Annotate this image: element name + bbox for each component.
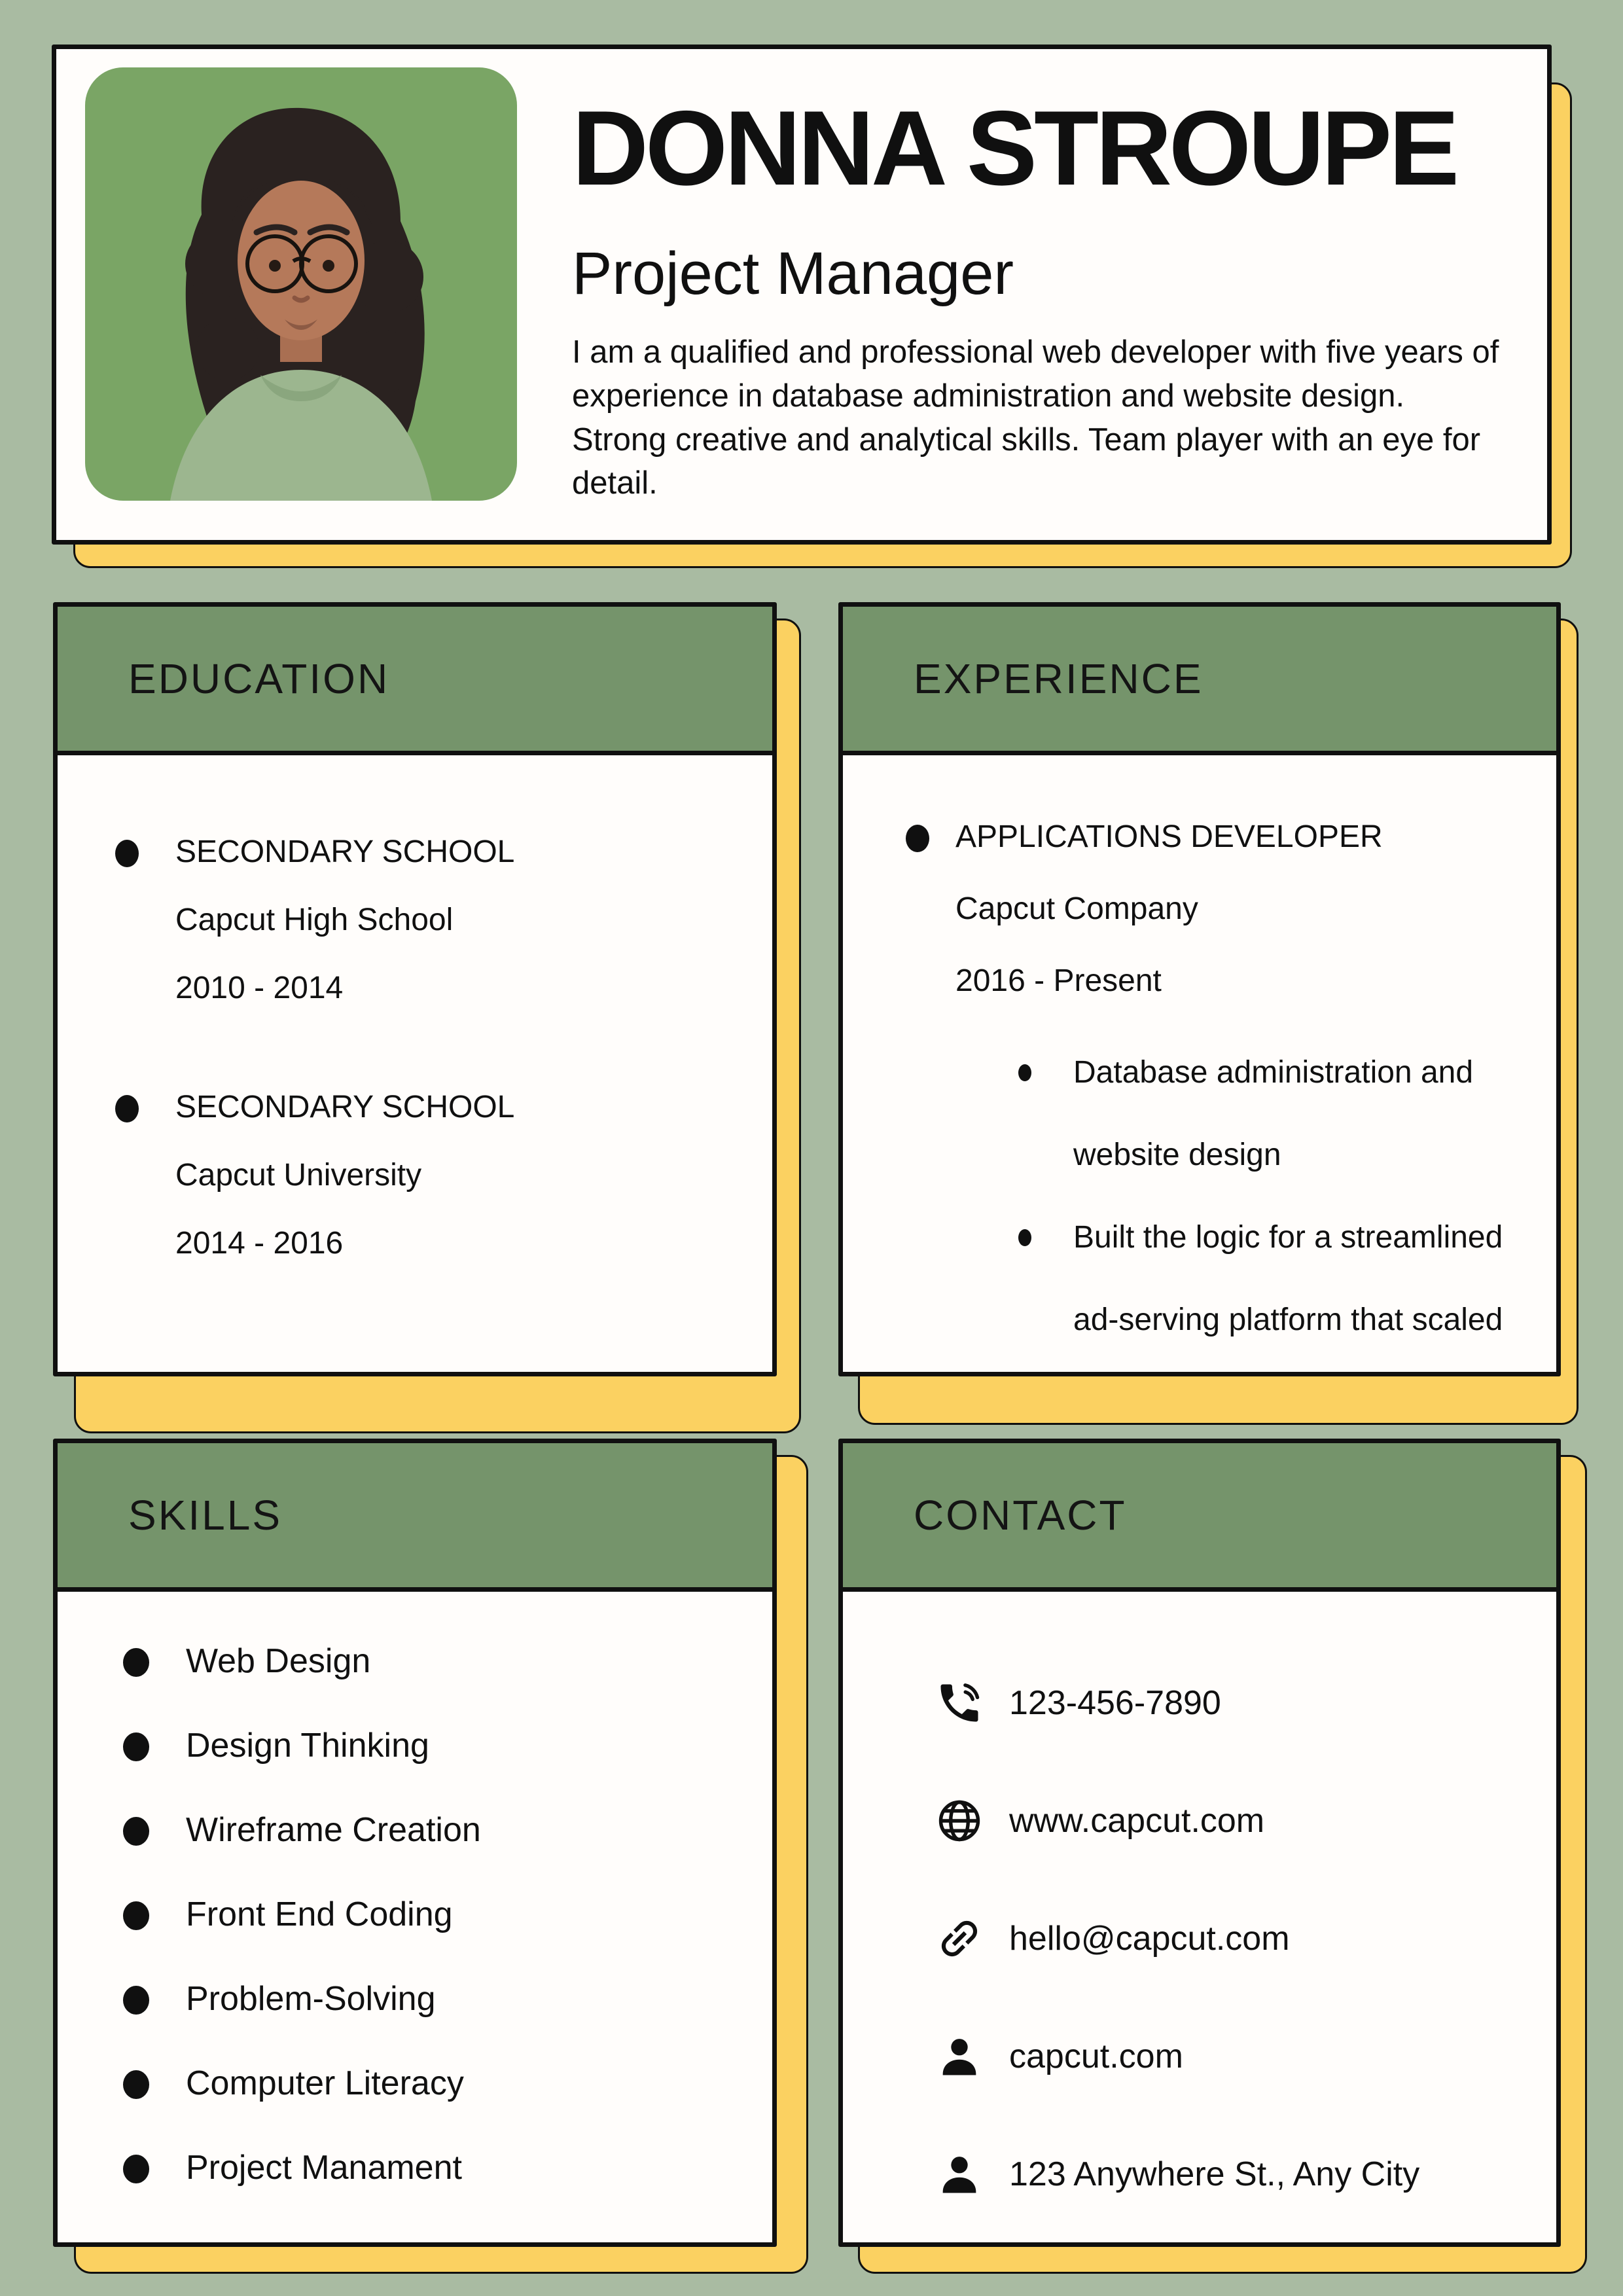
profile-photo: [85, 67, 517, 501]
skills-card-panel: [53, 1439, 777, 2247]
bullet-icon: [123, 1648, 149, 1677]
skill-label: Wireframe Creation: [186, 1811, 481, 1849]
skills-section-title: SKILLS: [128, 1492, 283, 1539]
education-years: 2014 - 2016: [175, 1226, 344, 1261]
bullet-icon: [906, 825, 929, 852]
skill-item: [58, 1873, 772, 1957]
contact-item-email: [843, 1914, 1556, 1964]
experience-section-title: EXPERIENCE: [914, 655, 1204, 702]
bullet-icon: [123, 1732, 149, 1761]
experience-detail-text: Built the logic for a streamlined ad-serving platform that scaled: [1073, 1220, 1503, 1337]
contact-address-value: 123 Anywhere St., Any City: [1009, 2155, 1420, 2193]
skill-item: [58, 1957, 772, 2041]
bullet-icon: [123, 1817, 149, 1846]
skills-card: [53, 1439, 777, 2247]
contact-item-website: [843, 1796, 1556, 1846]
profile-photo-illustration: [85, 67, 517, 501]
contact-card-panel: [838, 1439, 1561, 2247]
header-text-block: [572, 85, 1541, 505]
skill-item: [58, 1619, 772, 1704]
education-item: [58, 1073, 772, 1278]
education-school: Capcut High School: [175, 903, 454, 937]
header-card-panel: [52, 45, 1552, 545]
contact-item-address: [843, 2149, 1556, 2199]
skill-item: [58, 2041, 772, 2126]
education-card-panel: [53, 602, 777, 1376]
person-summary: I am a qualified and professional web developer with five years of experience in database administration and website design. Strong creative and analytical skills. Team player with an eye for detail.: [572, 334, 1499, 501]
experience-company: Capcut Company: [955, 891, 1198, 926]
bullet-icon: [123, 2070, 149, 2099]
header-card: [52, 45, 1552, 545]
skills-list: [58, 1592, 772, 2210]
bullet-icon: [1018, 1064, 1031, 1081]
contact-website-value: www.capcut.com: [1009, 1802, 1265, 1840]
skill-item: [58, 2126, 772, 2210]
skill-label: Design Thinking: [186, 1727, 429, 1765]
contact-item-username: [843, 2032, 1556, 2081]
person-icon: [935, 2032, 984, 2081]
experience-list: [843, 755, 1556, 1361]
person-title: Project Manager: [572, 240, 1014, 308]
education-years: 2010 - 2014: [175, 971, 344, 1005]
contact-section-header: [843, 1443, 1556, 1592]
contact-section-title: CONTACT: [914, 1492, 1127, 1539]
person-name: DONNA STROUPE: [572, 89, 1457, 207]
education-section-title: EDUCATION: [128, 655, 390, 702]
skill-label: Project Manament: [186, 2149, 462, 2187]
education-degree: SECONDARY SCHOOL: [175, 1090, 515, 1124]
education-list: [58, 755, 772, 1278]
contact-card: [838, 1439, 1561, 2247]
contact-email-value: hello@capcut.com: [1009, 1920, 1290, 1958]
bullet-icon: [123, 1901, 149, 1930]
experience-detail-list: [843, 1031, 1556, 1361]
phone-icon: [935, 1678, 984, 1728]
globe-icon: [935, 1796, 984, 1846]
skill-label: Front End Coding: [186, 1895, 453, 1933]
skill-label: Web Design: [186, 1642, 371, 1680]
contact-phone-value: 123-456-7890: [1009, 1684, 1221, 1722]
education-section-header: [58, 607, 772, 755]
education-degree: SECONDARY SCHOOL: [175, 834, 515, 869]
experience-card-panel: [838, 602, 1561, 1376]
contact-item-phone: [843, 1678, 1556, 1728]
experience-detail-text: Database administration and website design: [1073, 1055, 1474, 1172]
experience-detail: [843, 1196, 1556, 1361]
skill-label: Problem-Solving: [186, 1980, 436, 2018]
skills-section-header: [58, 1443, 772, 1592]
bullet-icon: [123, 1986, 149, 2015]
education-school: Capcut University: [175, 1158, 422, 1193]
experience-years: 2016 - Present: [955, 963, 1162, 998]
contact-list: [843, 1592, 1556, 2199]
experience-section-header: [843, 607, 1556, 755]
bullet-icon: [1018, 1229, 1031, 1246]
bullet-icon: [115, 840, 139, 867]
skill-item: [58, 1788, 772, 1873]
skill-label: Computer Literacy: [186, 2064, 464, 2102]
contact-username-value: capcut.com: [1009, 2037, 1183, 2075]
experience-detail: [843, 1031, 1556, 1196]
skill-item: [58, 1704, 772, 1788]
link-icon: [935, 1914, 984, 1964]
bullet-icon: [115, 1095, 139, 1122]
education-card: [53, 602, 777, 1376]
experience-card: [838, 602, 1561, 1376]
experience-item: [843, 801, 1556, 1361]
education-item: [58, 818, 772, 1022]
person-icon: [935, 2149, 984, 2199]
bullet-icon: [123, 2155, 149, 2183]
experience-role: APPLICATIONS DEVELOPER: [955, 819, 1383, 854]
